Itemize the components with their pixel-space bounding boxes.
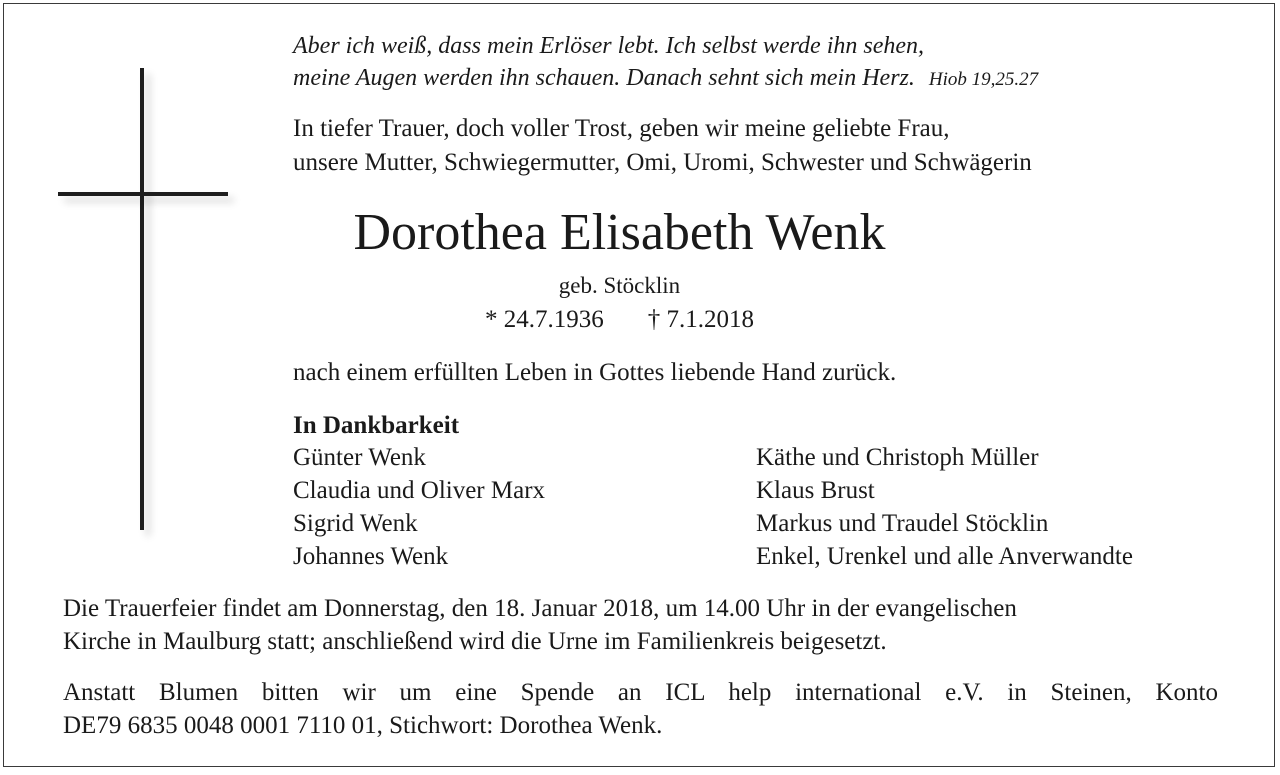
intro-line-2: unsere Mutter, Schwiegermutter, Omi, Uromi, Schwester und Schwägerin (293, 149, 1032, 176)
cross-vertical-bar (140, 68, 144, 530)
verse-reference: Hiob 19,25.27 (928, 69, 1039, 90)
cross-horizontal-bar (58, 192, 228, 196)
mourners-heading: In Dankbarkeit (293, 412, 460, 439)
mourner-name: Günter Wenk (293, 444, 426, 471)
verse-line-1: Aber ich weiß, dass mein Erlöser lebt. Ich selbst werde ihn sehen, (293, 33, 925, 59)
donation-info (63, 676, 1218, 742)
mourner-name: Klaus Brust (756, 477, 875, 504)
closing-text: nach einem erfüllten Leben in Gottes liebende Hand zurück. (293, 359, 897, 386)
mourner-name: Johannes Wenk (293, 543, 449, 570)
maiden-name: geb. Stöcklin (558, 273, 681, 298)
obituary-notice (3, 3, 1275, 767)
service-line-1: Die Trauerfeier findet am Donnerstag, den 18. Januar 2018, um 14.00 Uhr in der evangelischen (63, 595, 1017, 622)
service-info (63, 592, 1017, 658)
mourner-name: Sigrid Wenk (293, 510, 418, 537)
verse-line-2: meine Augen werden ihn schauen. Danach sehnt sich mein Herz. (293, 65, 915, 91)
mourner-name: Markus und Traudel Stöcklin (756, 510, 1049, 537)
mourners-right-column (756, 441, 1133, 573)
birth-date: * 24.7.1936 (485, 306, 604, 333)
mourner-name: Enkel, Urenkel und alle Anverwandte (756, 543, 1133, 570)
service-line-2: Kirche in Maulburg statt; anschließend wird die Urne im Familienkreis beigesetzt. (63, 628, 887, 655)
mourners-left-column (293, 441, 545, 573)
cross-icon (56, 68, 236, 538)
bible-verse (293, 30, 1038, 96)
death-date: † 7.1.2018 (647, 306, 754, 333)
mourner-name: Claudia und Oliver Marx (293, 477, 546, 504)
mourner-name: Käthe und Christoph Müller (756, 444, 1039, 471)
intro-line-1: In tiefer Trauer, doch voller Trost, geben wir meine geliebte Frau, (293, 115, 950, 142)
donation-line-1: Anstatt Blumen bitten wir um eine Spende an ICL help international e.V. in Steinen, Konto (63, 679, 1218, 706)
life-dates (293, 303, 946, 337)
intro-text (293, 112, 1032, 180)
deceased-name: Dorothea Elisabeth Wenk (353, 204, 886, 261)
donation-line-2: DE79 6835 0048 0001 7110 01, Stichwort: Dorothea Wenk. (63, 712, 663, 739)
